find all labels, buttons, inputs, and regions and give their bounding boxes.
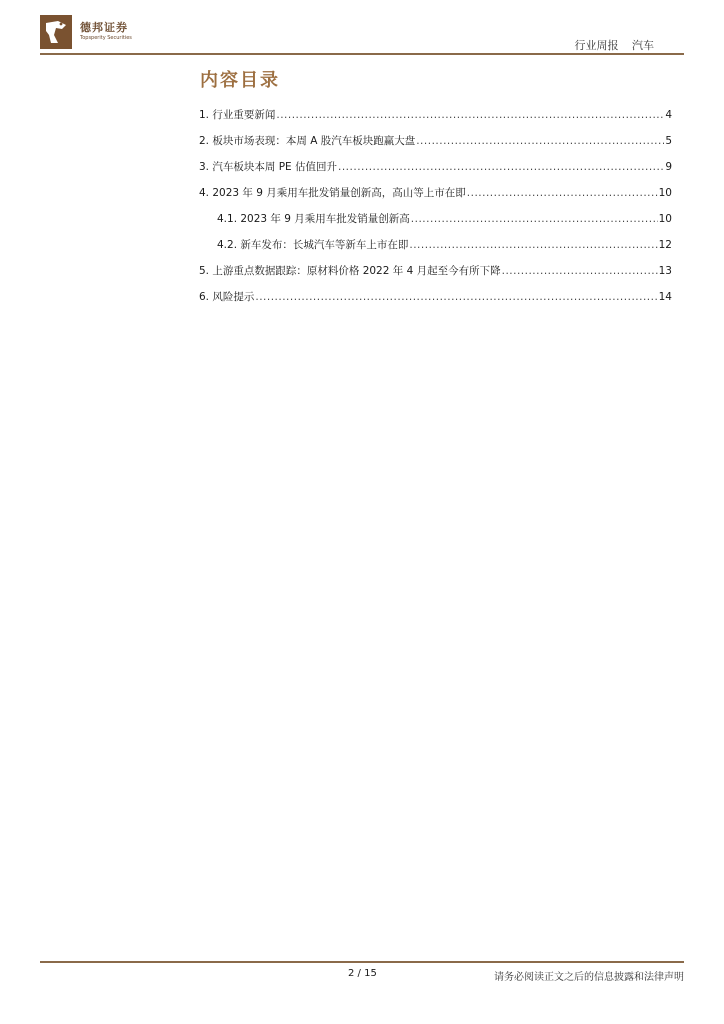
toc-entry-label: 5. 上游重点数据跟踪：原材料价格 2022 年 4 月起至今有所下降	[199, 265, 501, 277]
report-sector: 汽车	[632, 39, 654, 52]
toc-entry-label: 4. 2023 年 9 月乘用车批发销量创新高，高山等上市在即	[199, 187, 466, 199]
toc-leader-dots	[411, 212, 658, 226]
toc-entry-page: 13	[658, 265, 672, 277]
footer-disclaimer: 请务必阅读正文之后的信息披露和法律声明	[494, 972, 684, 983]
toc-entry-4-2[interactable]	[199, 238, 672, 252]
brand-logo-icon	[40, 15, 72, 49]
toc-entry-page: 14	[658, 291, 672, 303]
toc-entry-page: 4	[665, 109, 672, 121]
toc-leader-dots	[338, 160, 664, 174]
toc-leader-dots	[416, 134, 664, 148]
report-type: 行业周报	[574, 39, 619, 52]
toc-entry-page: 10	[658, 187, 672, 199]
toc-leader-dots	[255, 290, 657, 304]
toc-entry-2[interactable]	[199, 134, 672, 148]
toc-entry-page: 12	[658, 239, 672, 251]
toc-leader-dots	[409, 238, 657, 252]
toc-leader-dots	[467, 186, 658, 200]
toc-entry-6[interactable]	[199, 290, 672, 304]
toc-leader-dots	[276, 108, 664, 122]
toc-entry-label: 6. 风险提示	[199, 291, 255, 303]
toc-entry-3[interactable]	[199, 160, 672, 174]
toc-entry-label: 1. 行业重要新闻	[199, 109, 276, 121]
header-rule	[40, 53, 684, 55]
toc-entry-label: 4.2. 新车发布：长城汽车等新车上市在即	[217, 239, 409, 251]
toc-entry-5[interactable]	[199, 264, 672, 278]
toc-leader-dots	[502, 264, 658, 278]
toc-entry-1[interactable]	[199, 108, 672, 122]
footer-rule	[40, 961, 684, 963]
toc-entry-page: 5	[665, 135, 672, 147]
page-indicator: 2 / 15	[348, 968, 377, 979]
brand-name-en: Topsperity Securities	[80, 35, 132, 41]
toc-entry-page: 10	[658, 213, 672, 225]
toc-entry-4-1[interactable]	[199, 212, 672, 226]
brand-logo	[40, 15, 160, 51]
toc-entry-label: 4.1. 2023 年 9 月乘用车批发销量创新高	[217, 213, 410, 225]
report-header	[575, 37, 655, 53]
toc-entry-label: 3. 汽车板块本周 PE 估值回升	[199, 161, 337, 173]
toc-entry-page: 9	[665, 161, 672, 173]
toc-entry-label: 2. 板块市场表现：本周 A 股汽车板块跑赢大盘	[199, 135, 416, 147]
toc-title: 内容目录	[200, 70, 280, 91]
brand-name-cn: 德邦证券	[80, 21, 128, 34]
toc-entry-4[interactable]	[199, 186, 672, 200]
table-of-contents	[199, 108, 672, 316]
